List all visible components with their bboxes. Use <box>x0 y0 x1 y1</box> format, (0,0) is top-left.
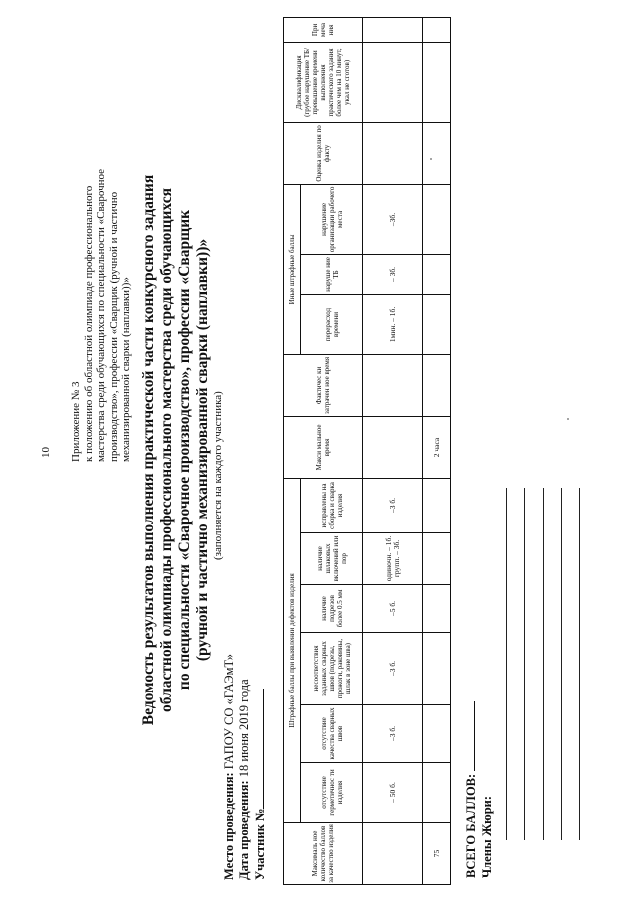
cell-defect-penalty: –3 б. <box>363 705 423 763</box>
cell-other-penalty: – 3б. <box>363 254 423 294</box>
total-score-underline <box>463 701 475 771</box>
cell-defect-penalty: –3 б. <box>363 633 423 705</box>
jury-signature-line <box>524 488 525 840</box>
cell-empty <box>423 585 451 633</box>
cell-empty <box>423 254 451 294</box>
cell-max-score <box>363 823 423 885</box>
header-defect: отсутствие герметичнос ти изделия <box>301 763 363 823</box>
header-defect: наличие шлаковых включений или пор <box>301 533 363 585</box>
cell-empty <box>423 42 451 122</box>
appendix-line: производство», профессии «Сварщик (ручной и частично <box>107 191 120 462</box>
cell-result-max-score: 75 <box>423 823 451 885</box>
header-defect: несоответствия заданных сварных швов (подрезы, прожоги, раковины, шлак в зоне шва) <box>301 633 363 705</box>
cell-empty <box>423 763 451 823</box>
title-line: областной олимпиады профессионального мастерства среди обучающихся <box>158 188 175 712</box>
participant-label: Участник № <box>253 808 267 880</box>
cell-empty <box>423 478 451 532</box>
fill-note: (заполняется на каждого участника) <box>212 391 224 560</box>
appendix-line: к положению об областной олимпиаде профессионального <box>82 185 95 462</box>
cell-max-time <box>363 416 423 478</box>
cell-note <box>363 17 423 42</box>
cell-grade <box>363 122 423 184</box>
page-number: 10 <box>40 447 52 458</box>
appendix-line: мастерства среди обучающихся по специальности «Сварочное <box>95 168 107 462</box>
date-label: Дата проведения: <box>237 780 251 880</box>
header-disqualification: Дисквалификация (грубое нарушение ТБ/ превышение времени выполнения практического задания более чем на 10 минут, укал не сготов) <box>284 42 363 122</box>
scan-speck <box>567 418 569 420</box>
header-defect: отсутствие качества сварных швов <box>301 705 363 763</box>
results-table <box>283 17 451 885</box>
results-table-wrapper <box>283 18 448 885</box>
date-row <box>237 654 252 880</box>
cell-result-max-time: 2 часа <box>423 416 451 478</box>
total-score-row <box>463 701 479 878</box>
participant-underline <box>252 689 264 809</box>
header-other-penalty: Иные штрафные баллы <box>284 184 301 354</box>
total-score-label: ВСЕГО БАЛЛОВ: <box>464 773 478 878</box>
cell-empty <box>423 17 451 42</box>
header-other: перерасход времени <box>301 294 363 354</box>
header-grade: Оценка изделия по факту <box>284 122 363 184</box>
place-label: Место проведения: <box>222 772 236 880</box>
header-max-score: Максималь ное количество баллов за качество изделия <box>284 823 363 885</box>
cell-empty <box>423 533 451 585</box>
header-other: нарушение организации рабочего места <box>301 184 363 254</box>
place-row <box>222 654 237 880</box>
appendix-line: Приложение № 3 <box>70 381 82 462</box>
header-penalty-defects: Штрафные баллы при выявлении дефектов изделия <box>284 478 301 822</box>
cell-empty <box>423 122 451 184</box>
jury-signature-line <box>543 488 544 840</box>
cell-empty <box>423 184 451 254</box>
cell-actual-time <box>363 354 423 416</box>
participant-row <box>252 654 268 880</box>
appendix-note <box>70 169 133 462</box>
cell-empty <box>423 633 451 705</box>
cell-defect-penalty: одиночн. – 1б. групп. – 3б. <box>363 533 423 585</box>
header-actual-time: Фактичес ки затрачен ное время <box>284 354 363 416</box>
cell-empty <box>423 705 451 763</box>
jury-signature-line <box>579 488 580 840</box>
scan-speck <box>430 158 432 160</box>
cell-defect-penalty: –3 б. <box>363 478 423 532</box>
jury-signature-line <box>506 488 507 840</box>
header-other: наруше ние ТБ <box>301 254 363 294</box>
header-defect: наличие подрезов более 0.5 мм <box>301 585 363 633</box>
cell-empty <box>423 354 451 416</box>
jury-row <box>480 796 495 878</box>
document-title <box>140 170 212 730</box>
cell-empty <box>423 294 451 354</box>
cell-disqualification <box>363 42 423 122</box>
cell-defect-penalty: – 50 б. <box>363 763 423 823</box>
jury-signature-line <box>561 488 562 840</box>
date-value: 18 июня 2019 года <box>237 679 251 778</box>
header-note: При меча ния <box>284 17 363 42</box>
cell-defect-penalty: –5 б. <box>363 585 423 633</box>
cell-other-penalty: –3б. <box>363 184 423 254</box>
place-value: ГАПОУ СО «ГАЭмТ» <box>222 653 236 770</box>
jury-label: Члены Жюри: <box>480 795 494 878</box>
title-line: (ручной и частично механизированной сварки (наплавки))» <box>194 238 211 662</box>
cell-other-penalty: 1мин. – 1б. <box>363 294 423 354</box>
meta-block <box>222 654 268 880</box>
appendix-line: механизированной сварки (наплавки))» <box>120 277 132 462</box>
title-line: Ведомость результатов выполнения практической части конкурсного задания <box>140 174 157 726</box>
title-line: по специальности «Сварочное производство», профессии «Сварщик <box>176 209 193 691</box>
header-max-time: Макси мальное время <box>284 416 363 478</box>
header-defect: исправлены на сборка и сварка изделия <box>301 478 363 532</box>
